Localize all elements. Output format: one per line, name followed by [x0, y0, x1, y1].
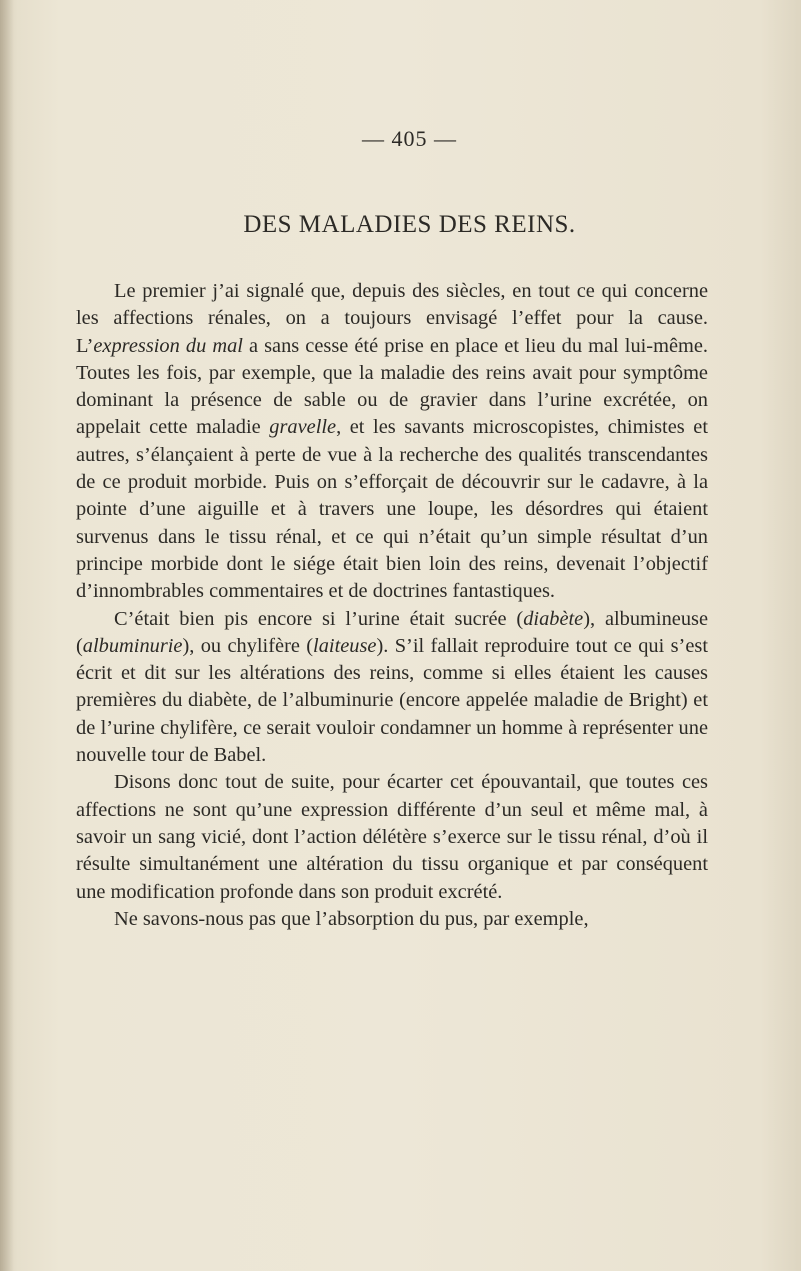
- paragraph-3: [76, 769, 708, 905]
- italic-term: laiteuse: [313, 634, 377, 657]
- spine-shadow: [0, 0, 14, 1271]
- italic-term: gravelle: [269, 416, 337, 439]
- paragraph-2: [76, 606, 708, 770]
- italic-term: expression du mal: [93, 334, 243, 357]
- text-run: a sans cesse été prise en place et lieu du mal lui-même. Toutes les fois, par exemple, que la maladie des reins avait pour symptôme dominant la présence de sable ou de gravier dans l’urine excrétée, on appelait cette maladie: [76, 334, 709, 439]
- page-number: — 405 —: [362, 126, 457, 151]
- body-text: [76, 278, 708, 933]
- paragraph-1: [76, 278, 708, 606]
- text-run: C’était bien pis encore si l’urine était sucrée (: [114, 607, 524, 630]
- paragraph-4: [76, 906, 708, 933]
- text-run: ), albumineuse (: [76, 607, 709, 657]
- italic-term: diabète: [523, 607, 584, 630]
- text-run: Ne savons-nous pas que l’absorption du pus, par exemple,: [114, 907, 589, 930]
- text-run: ), ou chylifère (: [182, 634, 314, 657]
- text-run: Le premier j’ai signalé que, depuis des siècles, en tout ce qui concerne les affections rénales, on a toujours envisagé l’effet pour la cause. L’: [76, 280, 708, 357]
- chapter-heading: DES MALADIES DES REINS.: [243, 211, 576, 238]
- italic-term: albuminurie: [82, 634, 183, 657]
- text-run: , et les savants microscopistes, chimistes et autres, s’élançaient à perte de vue à la recherche des qualités transcendantes de ce produit morbide. Puis on s’efforçait de découvrir sur le cadavre, à la pointe d’une aiguille et à travers une loupe, les désordres qui étaient survenus dans le tissu rénal, et ce qui n’était qu’un simple résultat d’un principe morbide dont le siége était bien loin des reins, devenait l’objectif d’innombrables commentaires et de doctrines fantastiques.: [76, 416, 708, 603]
- text-run: Disons donc tout de suite, pour écarter cet épouvantail, que toutes ces affections ne sont qu’une expression différente d’un seul et même mal, à savoir un sang vicié, dont l’action délétère s’exerce sur le tissu rénal, d’où il résulte simultanément une altération du tissu organique et par conséquent une modification profonde dans son produit excrété.: [76, 771, 708, 903]
- text-run: ). S’il fallait reproduire tout ce qui s’est écrit et dit sur les altérations des reins, comme si elles étaient les causes premières du diabète, de l’albuminurie (encore appelée maladie de Bright) et de l’urine chylifère, ce serait vouloir condamner un homme à représenter une nouvelle tour de Babel.: [76, 634, 708, 767]
